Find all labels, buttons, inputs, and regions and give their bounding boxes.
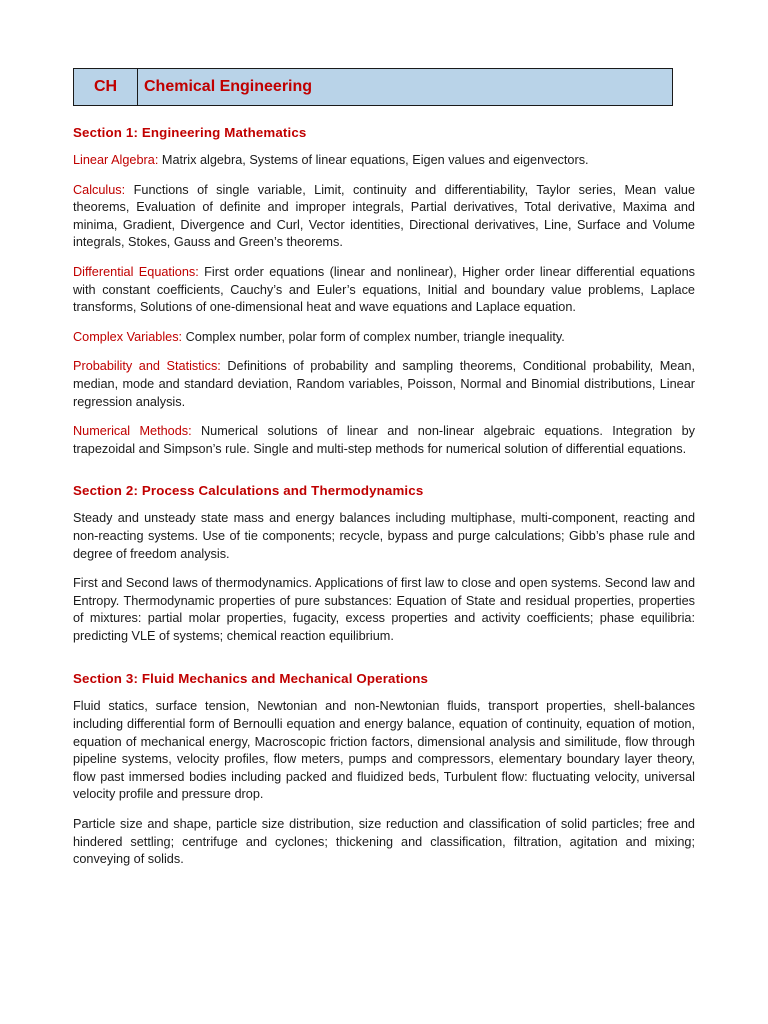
topic-paragraph bbox=[73, 358, 695, 411]
paper-title: Chemical Engineering bbox=[144, 78, 313, 95]
topic-paragraph bbox=[73, 423, 695, 458]
topic-text: Numerical solutions of linear and non-linear algebraic equations. Integration by trapezoidal and Simpson’s rule. Single and multi-step methods for numerical solution of differential equations. bbox=[73, 424, 695, 456]
topic-label: Probability and Statistics: bbox=[73, 359, 221, 374]
topic-paragraph bbox=[73, 329, 695, 347]
syllabus-page bbox=[73, 68, 695, 869]
body-paragraph: Particle size and shape, particle size distribution, size reduction and classification of solid particles; free and hindered settling; centrifuge and cyclones; thickening and classification, filtration, agitation and mixing; conveying of solids. bbox=[73, 817, 695, 867]
topic-paragraph bbox=[73, 264, 695, 317]
topic-text: Definitions of probability and sampling theorems, Conditional probability, Mean, median, mode and standard deviation, Random variables, Poisson, Normal and Binomial distributions, Linear regression analysis. bbox=[73, 359, 695, 409]
topic-label: Numerical Methods: bbox=[73, 424, 192, 439]
section-heading: Section 2: Process Calculations and Thermodynamics bbox=[73, 483, 424, 499]
topic-text: Complex number, polar form of complex number, triangle inequality. bbox=[182, 329, 565, 344]
topic-paragraph bbox=[73, 152, 695, 170]
body-paragraph: Steady and unsteady state mass and energy balances including multiphase, multi-component, reacting and non-reacting systems. Use of tie components; recycle, bypass and purge calculations; Gibb’s phase rule and degree of freedom analysis. bbox=[73, 511, 695, 561]
topic-text: Functions of single variable, Limit, continuity and differentiability, Taylor series, Mean value theorems, Evaluation of definite and improper integrals, Partial derivatives, Total derivative, Maxima and minima, Gradient, Divergence and Curl, Vector identities, Directional derivatives, Line, Surface and Volume integrals, Stokes, Gauss and Green’s theorems. bbox=[73, 182, 695, 250]
topic-text: Matrix algebra, Systems of linear equations, Eigen values and eigenvectors. bbox=[158, 153, 589, 167]
topic-label: Differential Equations: bbox=[73, 264, 199, 279]
topic-paragraph bbox=[73, 182, 695, 252]
topic-label: Linear Algebra: bbox=[73, 153, 159, 167]
paper-code: CH bbox=[74, 69, 138, 105]
paper-header bbox=[73, 68, 673, 106]
section-heading: Section 1: Engineering Mathematics bbox=[73, 125, 307, 140]
topic-text: First order equations (linear and nonlinear), Higher order linear differential equations with constant coefficients, Cauchy’s and Euler’s equations, Initial and boundary value problems, Laplace transforms, Solutions of one-dimensional heat and wave equations and Laplace equation. bbox=[73, 264, 696, 315]
body-paragraph: Fluid statics, surface tension, Newtonian and non-Newtonian fluids, transport properties, shell-balances including differential form of Bernoulli equation and energy balance, equation of continuity, equation of motion, equation of mechanical energy, Macroscopic friction factors, dimensional analysis and similitude, flow through pipeline systems, velocity profiles, flow meters, pumps and compressors, elementary boundary layer theory, flow past immersed bodies including packed and fluidized beds, Turbulent flow: fluctuating velocity, universal velocity profile and pressure drop. bbox=[73, 699, 695, 802]
section-heading: Section 3: Fluid Mechanics and Mechanical Operations bbox=[73, 671, 429, 687]
topic-label: Complex Variables: bbox=[73, 329, 183, 344]
topic-label: Calculus: bbox=[73, 182, 126, 197]
body-paragraph: First and Second laws of thermodynamics. Applications of first law to close and open systems. Second law and Entropy. Thermodynamic properties of pure substances: Equation of State and residual properties, properties of mixtures: partial molar properties, fugacity, excess properties and activity coefficients; phase equilibria: predicting VLE of systems; chemical reaction equilibrium. bbox=[73, 576, 695, 643]
